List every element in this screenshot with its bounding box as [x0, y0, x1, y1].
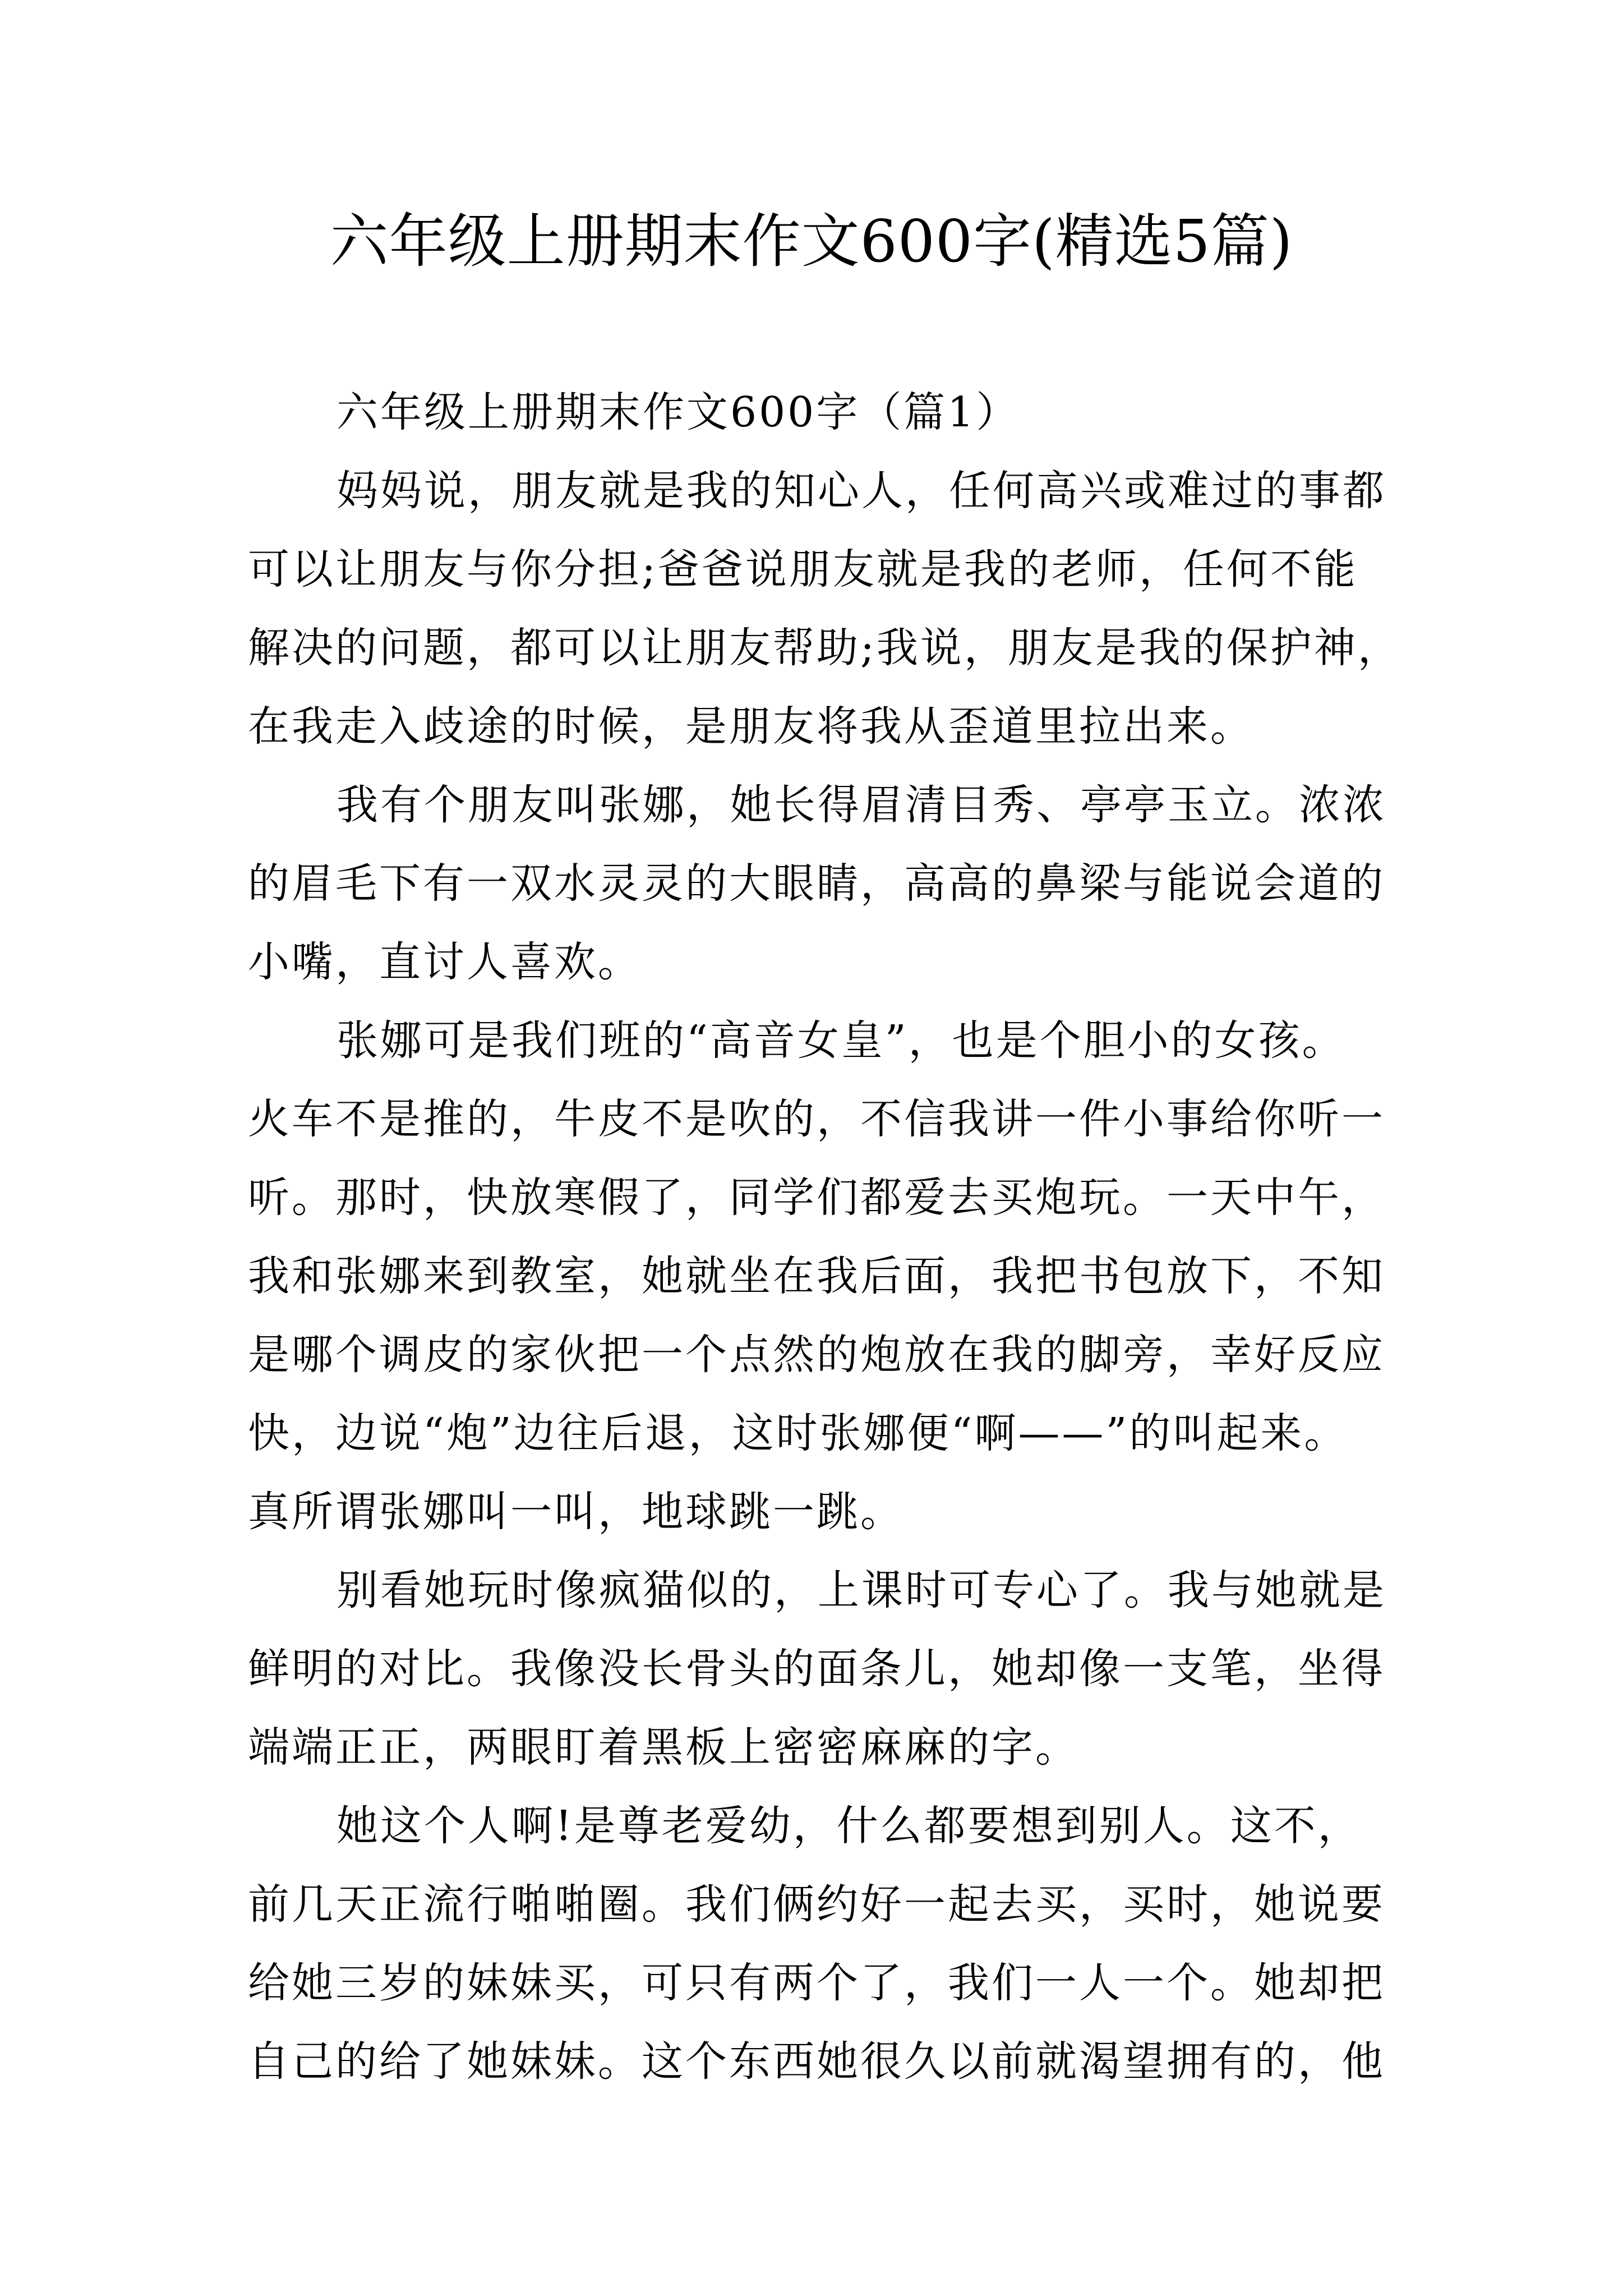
paragraph-3 — [248, 1001, 1392, 1551]
text-line: 自己的给了她妹妹。这个东西她很久以前就渴望拥有的，他 — [248, 2037, 1385, 2086]
paragraph-5 — [248, 1787, 1392, 2101]
text-line: 听。那时，快放寒假了，同学们都爱去买炮玩。一天中午， — [248, 1174, 1385, 1222]
text-line: 鲜明的对比。我像没长骨头的面条儿，她却像一支笔，坐得 — [248, 1645, 1385, 1693]
paragraph-4 — [248, 1551, 1392, 1787]
text-line: 前几天正流行啪啪圈。我们俩约好一起去买，买时，她说要 — [248, 1880, 1385, 1929]
text-line: 快，边说“炮”边往后退，这时张娜便“啊——”的叫起来。 — [248, 1409, 1348, 1457]
text-line: 妈妈说，朋友就是我的知心人，任何高兴或难过的事都 — [336, 467, 1386, 515]
paragraph-1 — [248, 452, 1401, 766]
text-line: 给她三岁的妹妹买，可只有两个了，我们一人一个。她却把 — [248, 1959, 1385, 2007]
text-line: 在我走入歧途的时候，是朋友将我从歪道里拉出来。 — [248, 702, 1254, 751]
text-line: 别看她玩时像疯猫似的，上课时可专心了。我与她就是 — [336, 1566, 1386, 1614]
text-line: 张娜可是我们班的“高音女皇”，也是个胆小的女孩。 — [336, 1016, 1346, 1065]
paragraph-2 — [248, 766, 1392, 1001]
text-line: 可以让朋友与你分担;爸爸说朋友就是我的老师，任何不能 — [248, 545, 1358, 593]
text-line: 解决的问题，都可以让朋友帮助;我说，朋友是我的保护神， — [248, 624, 1401, 672]
text-line: 我和张娜来到教室，她就坐在我后面，我把书包放下，不知 — [248, 1252, 1385, 1300]
text-line: 火车不是推的，牛皮不是吹的，不信我讲一件小事给你听一 — [248, 1095, 1385, 1143]
text-line: 端端正正，两眼盯着黑板上密密麻麻的字。 — [248, 1723, 1079, 1772]
text-line: 的眉毛下有一双水灵灵的大眼睛，高高的鼻梁与能说会道的 — [248, 859, 1385, 908]
text-line: 小嘴，直讨人喜欢。 — [248, 938, 642, 986]
section-heading: 六年级上册期末作文600字（篇1） — [336, 388, 1020, 436]
text-line: 是哪个调皮的家伙把一个点然的炮放在我的脚旁，幸好反应 — [248, 1331, 1385, 1379]
text-line: 我有个朋友叫张娜，她长得眉清目秀、亭亭玉立。浓浓 — [336, 781, 1386, 829]
text-line: 她这个人啊!是尊老爱幼，什么都要想到别人。这不， — [336, 1802, 1362, 1850]
document-title: 六年级上册期末作文600字(精选5篇) — [330, 207, 1293, 275]
document-body — [248, 373, 1401, 2101]
text-line: 真所谓张娜叫一叫，地球跳一跳。 — [248, 1488, 904, 1536]
